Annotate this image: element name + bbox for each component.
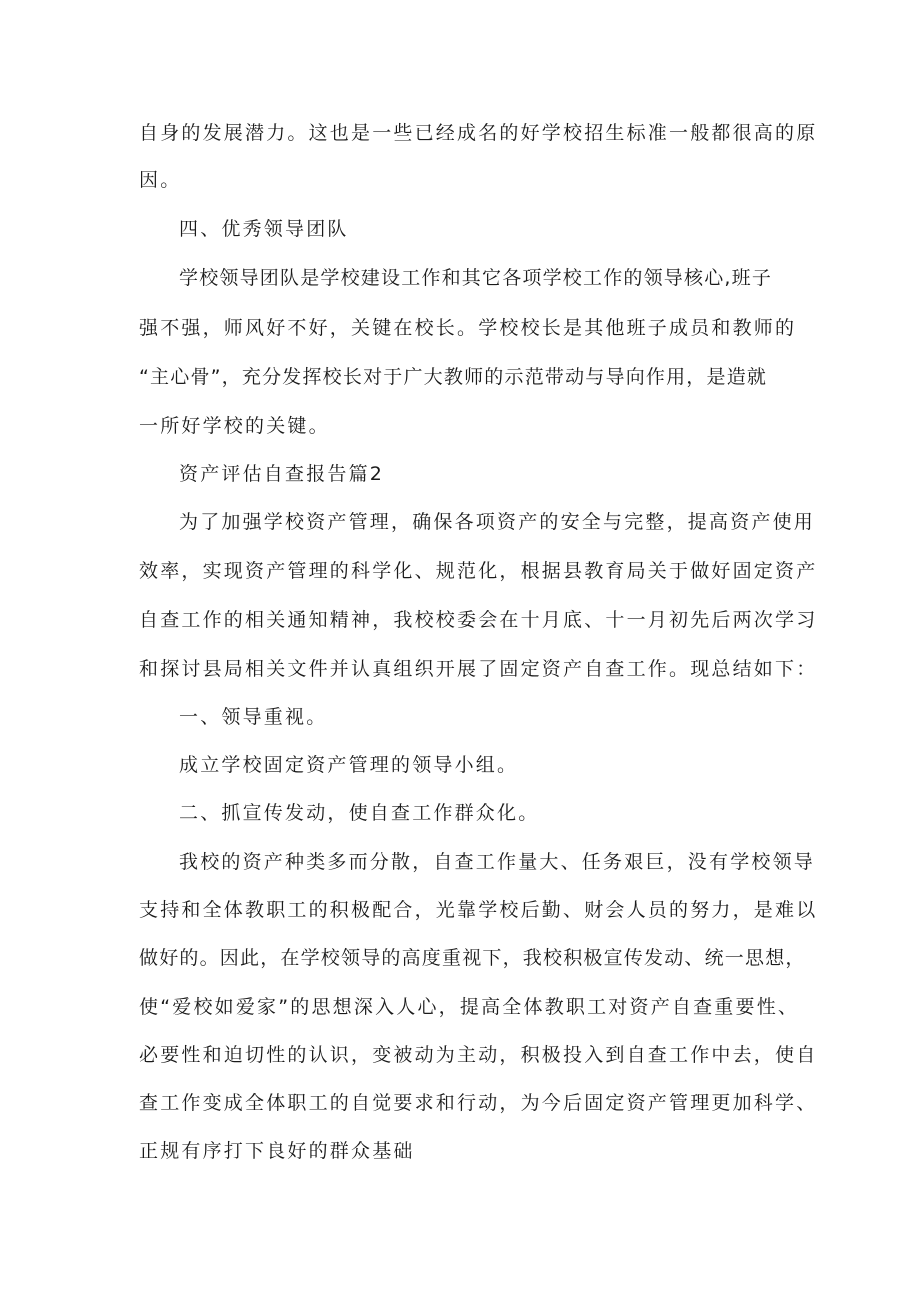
body-text-line: 强不强，师风好不好，关键在校长。学校校长是其他班子成员和教师的 <box>139 317 797 339</box>
body-text-line: 正规有序打下良好的群众基础 <box>139 1140 415 1162</box>
section-heading: 二、抓宣传发动，使自查工作群众化。 <box>179 802 540 824</box>
section-heading: 一、领导重视。 <box>179 706 328 728</box>
body-text-line: “主心骨”，充分发挥校长对于广大教师的示范带动与导向作用，是造就 <box>139 366 768 388</box>
body-text-line: 一所好学校的关键。 <box>139 415 330 437</box>
body-text-line: 成立学校固定资产管理的领导小组。 <box>179 754 519 776</box>
body-text-line: 效率，实现资产管理的科学化、规范化，根据县教育局关于做好固定资产 <box>139 560 818 582</box>
body-text-line: 做好的。因此，在学校领导的高度重视下，我校积极宣传发动、统一思想， <box>139 947 806 969</box>
body-text-line: 自查工作的相关通知精神，我校校委会在十月底、十一月初先后两次学习 <box>139 609 818 631</box>
section-heading: 四、优秀领导团队 <box>179 218 349 240</box>
article-title: 资产评估自查报告篇2 <box>179 463 385 485</box>
body-text-line: 必要性和迫切性的认识，变被动为主动，积极投入到自查工作中去，使自 <box>139 1044 818 1066</box>
body-text-line: 我校的资产种类多而分散，自查工作量大、任务艰巨，没有学校领导 <box>179 851 816 873</box>
body-text-line: 支持和全体教职工的积极配合，光靠学校后勤、财会人员的努力，是难以 <box>139 899 818 921</box>
body-text-line: 为了加强学校资产管理，确保各项资产的安全与完整，提高资产使用 <box>179 511 816 533</box>
body-text-line: 自身的发展潜力。这也是一些已经成名的好学校招生标准一般都很高的原 <box>139 122 818 144</box>
body-text-line: 学校领导团队是学校建设工作和其它各项学校工作的领导核心,班子 <box>179 267 773 289</box>
body-text-line: 使“爱校如爱家”的思想深入人心，提高全体教职工对资产自查重要性、 <box>139 996 800 1018</box>
body-text-line: 因。 <box>139 169 182 191</box>
body-text-line: 查工作变成全体职工的自觉要求和行动，为今后固定资产管理更加科学、 <box>139 1092 818 1114</box>
body-text-line: 和探讨县局相关文件并认真组织开展了固定资产自查工作。现总结如下： <box>139 658 818 680</box>
